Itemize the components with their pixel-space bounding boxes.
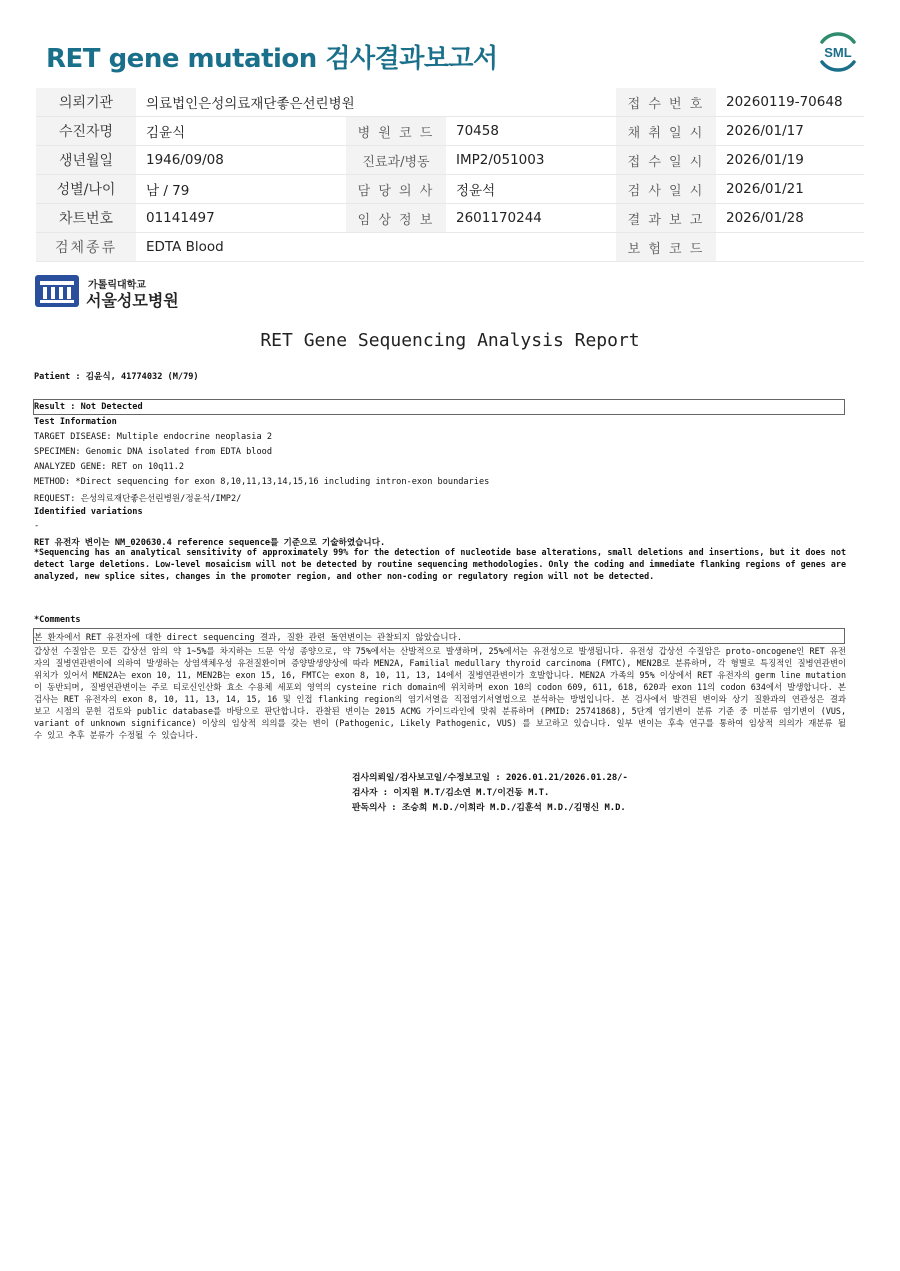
reference-note: RET 유전자 변이는 NM_020630.4 reference sequence를 기준으로 기술하였습니다. [34,538,386,548]
info-value: 2026/01/21 [716,175,864,204]
info-label: 결 과 보 고 [616,204,716,233]
specimen: SPECIMEN: Genomic DNA isolated from EDTA blood [34,447,272,457]
info-value [716,233,864,262]
report-title: RET Gene Sequencing Analysis Report [260,330,640,351]
sml-logo [814,28,862,76]
info-label: 수진자명 [36,117,136,146]
info-label: 의뢰기관 [36,88,136,117]
info-value: 의료법인은성의료재단좋은선린병원 [136,88,616,117]
sensitivity-note: *Sequencing has an analytical sensitivity of approximately 99% for the detection of nucleotide base alterations, small deletions and insertions, but it does not detect large deletions. Low-level mosaicism will not be detected by routine sequencing methodologies. Only the coding and immediate flanking regions of genes are analyzed, new splice sites, changes in the promoter region, and other non-coding or regulatory region will not be detected. [34,547,846,581]
info-value: 20260119-70648 [716,88,864,117]
info-label: 검체종류 [36,233,136,262]
hospital-name: 서울성모병원 [86,291,179,310]
info-label: 접 수 번 호 [616,88,716,117]
request: REQUEST: 은성의료재단좋은선린병원/정윤석/IMP2/ [34,494,242,504]
info-value: 남 / 79 [136,175,346,204]
sml-logo-text: SML [824,45,852,60]
identified-heading: Identified variations [34,507,143,517]
report-technicians: 검사자 : 이지원 M.T/김소연 M.T/이건동 M.T. [352,788,550,798]
info-row [36,175,864,204]
report-dates: 검사의뢰일/검사보고일/수정보고일 : 2026.01.21/2026.01.28/- [352,773,628,783]
info-label: 접 수 일 시 [616,146,716,175]
info-label: 임 상 정 보 [346,204,446,233]
method: METHOD: *Direct sequencing for exon 8,10,11,13,14,15,16 including intron-exon boundaries [34,477,490,487]
comment-boxed-text: 본 환자에서 RET 유전자에 대한 direct sequencing 결과, 질환 관련 돌연변이는 관찰되지 않았습니다. [34,633,463,643]
hospital-university: 가톨릭대학교 [88,280,146,291]
comment-body: 갑상선 수질암은 모든 갑상선 암의 약 1~5%를 차지하는 드문 악성 종양으로, 약 75%에서는 산발적으로 발생하며, 25%에서는 유전성으로 발생됩니다. 유전성 갑상선 수질암은 proto-oncogene인 RET 유전자의 질병연관변이에 의하여 발생하는 상염색체우성 유전질환이며 증양발생양상에 따라 MEN2A, Familial medullary thyroid carcinoma (FMTC), MEN2B로 분류하며, 각 형별로 특징적인 질병연관변이 위치가 있어서 MEN2A는 exon 10, 11, MEN2B는 exon 15, 16, FMTC는 exon 8, 10, 11, 13, 14에서 질병연관변이가 호발합니다. MEN2A 가족의 95% 이상에서 RET 유전자의 germ line mutation이 동반되며, 질병연관변이는 주로 티로신인산화 효소 수용체 세포외 영역의 cysteine rich domain에 위치하며 exon 10의 codon 609, 611, 618, 620과 exon 11의 codon 634에서 발생합니다. 본 검사는 RET 유전자의 exon 8, 10, 11, 13, 14, 15, 16 및 인접 flanking region의 염기서열을 직접염기서열법으로 분석하는 방법입니다. 본 검사에서 발견된 변이와 상기 질환과의 연관성은 결과 보고 시점의 문헌 검토와 public database를 바탕으로 판단합니다. 관찰된 변이는 2015 ACMG 가이드라인에 맞춰 분류하며 (PMID: 25741868), 5단계 염기변이 분류 기준 중 미분류 염기변이 (VUS, variant of unknown significance) 이상의 임상적 의의를 갖는 변이 (Pathogenic, Likely Pathogenic, VUS) 를 보고하고 있습니다. 일부 변이는 후속 연구를 통하여 임상적 의의가 재분류 될 수 있고 추후 분류가 수정될 수 있습니다. [34,646,846,740]
info-value: 1946/09/08 [136,146,346,175]
info-value: 70458 [446,117,616,146]
hospital-emblem-icon [34,274,80,308]
info-value: 정윤석 [446,175,616,204]
info-value: 2601170244 [446,204,616,233]
info-value: 2026/01/28 [716,204,864,233]
identified-value: - [34,521,40,531]
report-header-title: RET gene mutation 검사결과보고서 [46,44,498,74]
comments-heading: *Comments [34,615,81,625]
target-disease: TARGET DISEASE: Multiple endocrine neoplasia 2 [34,432,272,442]
info-value: 김윤식 [136,117,346,146]
info-label: 진료과/병동 [346,146,446,175]
info-value: 01141497 [136,204,346,233]
info-row [36,146,864,175]
info-label: 검 사 일 시 [616,175,716,204]
info-value: IMP2/051003 [446,146,616,175]
info-label: 병 원 코 드 [346,117,446,146]
info-value: 2026/01/19 [716,146,864,175]
info-label: 담 당 의 사 [346,175,446,204]
test-info-heading: Test Information [34,417,117,427]
info-label: 생년월일 [36,146,136,175]
info-row [36,117,864,146]
info-label: 성별/나이 [36,175,136,204]
info-value: EDTA Blood [136,233,616,262]
info-label: 채 취 일 시 [616,117,716,146]
patient-info-table [36,88,864,262]
info-row [36,88,864,117]
info-label: 차트번호 [36,204,136,233]
result-box [33,399,845,415]
info-row [36,204,864,233]
analyzed-gene: ANALYZED GENE: RET on 10q11.2 [34,462,185,472]
patient-line: Patient : 김윤식, 41774032 (M/79) [34,372,199,382]
info-label: 보 험 코 드 [616,233,716,262]
info-row [36,233,864,262]
result-line: Result : Not Detected [34,402,143,412]
info-value: 2026/01/17 [716,117,864,146]
report-physicians: 판독의사 : 조승희 M.D./이희라 M.D./김훈석 M.D./김명신 M.D. [352,803,626,813]
